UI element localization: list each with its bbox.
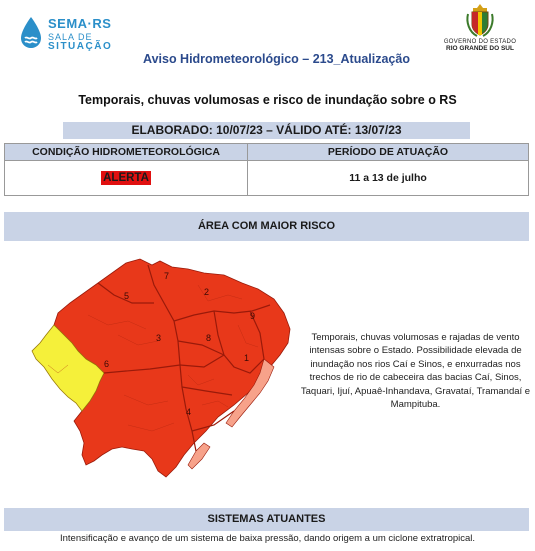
condition-table-header-row (5, 144, 529, 161)
risk-area-header: ÁREA COM MAIOR RISCO (4, 212, 529, 241)
government-logo (440, 2, 520, 62)
validity-banner: ELABORADO: 10/07/23 – VÁLIDO ATÉ: 13/07/23 (63, 122, 470, 139)
condition-cell (5, 161, 248, 196)
condition-table (4, 143, 529, 196)
page-header (0, 0, 535, 70)
map-region-label-9: 9 (250, 311, 256, 321)
period-header: PERÍODO DE ATUAÇÃO (248, 144, 529, 161)
document-title: Aviso Hidrometeorológico – 213_Atualização (143, 52, 410, 66)
condition-table-value-row (5, 161, 529, 196)
map-region-label-4: 4 (186, 407, 192, 417)
sema-logo-sub1: SALA DE (48, 32, 93, 42)
sema-logo-sub2: SITUAÇÃO (48, 41, 113, 52)
sema-logo (18, 14, 128, 54)
government-logo-line1: GOVERNO DO ESTADO (443, 39, 517, 45)
government-logo-line2: RIO GRANDE DO SUL (446, 45, 514, 52)
state-crest-icon (465, 2, 495, 38)
map-region-label-7: 7 (164, 271, 170, 281)
alert-level-badge: ALERTA (103, 172, 149, 184)
map-region-label-2: 2 (204, 287, 210, 297)
alert-subtitle: Temporais, chuvas volumosas e risco de inundação sobre o RS (78, 93, 457, 107)
map-region-label-1: 1 (244, 353, 250, 363)
map-region-label-8: 8 (206, 333, 212, 343)
risk-description: Temporais, chuvas volumosas e rajadas de vento intensas sobre o Estado. Possibilidade elevada de inundação nos rios Caí e Sinos, e enxurradas nos trechos de rio de cabeceira das bacias Caí, Sinos, Taquari, Ijuí, Apuaê-Inhandava, Gravataí, Tramandaí e Mampituba. (300, 332, 531, 411)
condition-header: CONDIÇÃO HIDROMETEOROLÓGICA (5, 144, 248, 161)
map-region-label-3: 3 (156, 333, 162, 343)
sema-logo-title: SEMA·RS (48, 16, 112, 31)
systems-description: Intensificação e avanço de um sistema de baixa pressão, dando origem a um ciclone extratropical. (59, 533, 476, 544)
map-lagoon-mirim (188, 443, 210, 469)
map-region-label-6: 6 (104, 359, 110, 369)
map-region-label-5: 5 (124, 291, 130, 301)
period-cell: 11 a 13 de julho (248, 161, 529, 196)
rio-grande-do-sul-risk-map (28, 255, 303, 487)
systems-header: SISTEMAS ATUANTES (4, 508, 529, 531)
water-drop-icon (18, 16, 44, 50)
